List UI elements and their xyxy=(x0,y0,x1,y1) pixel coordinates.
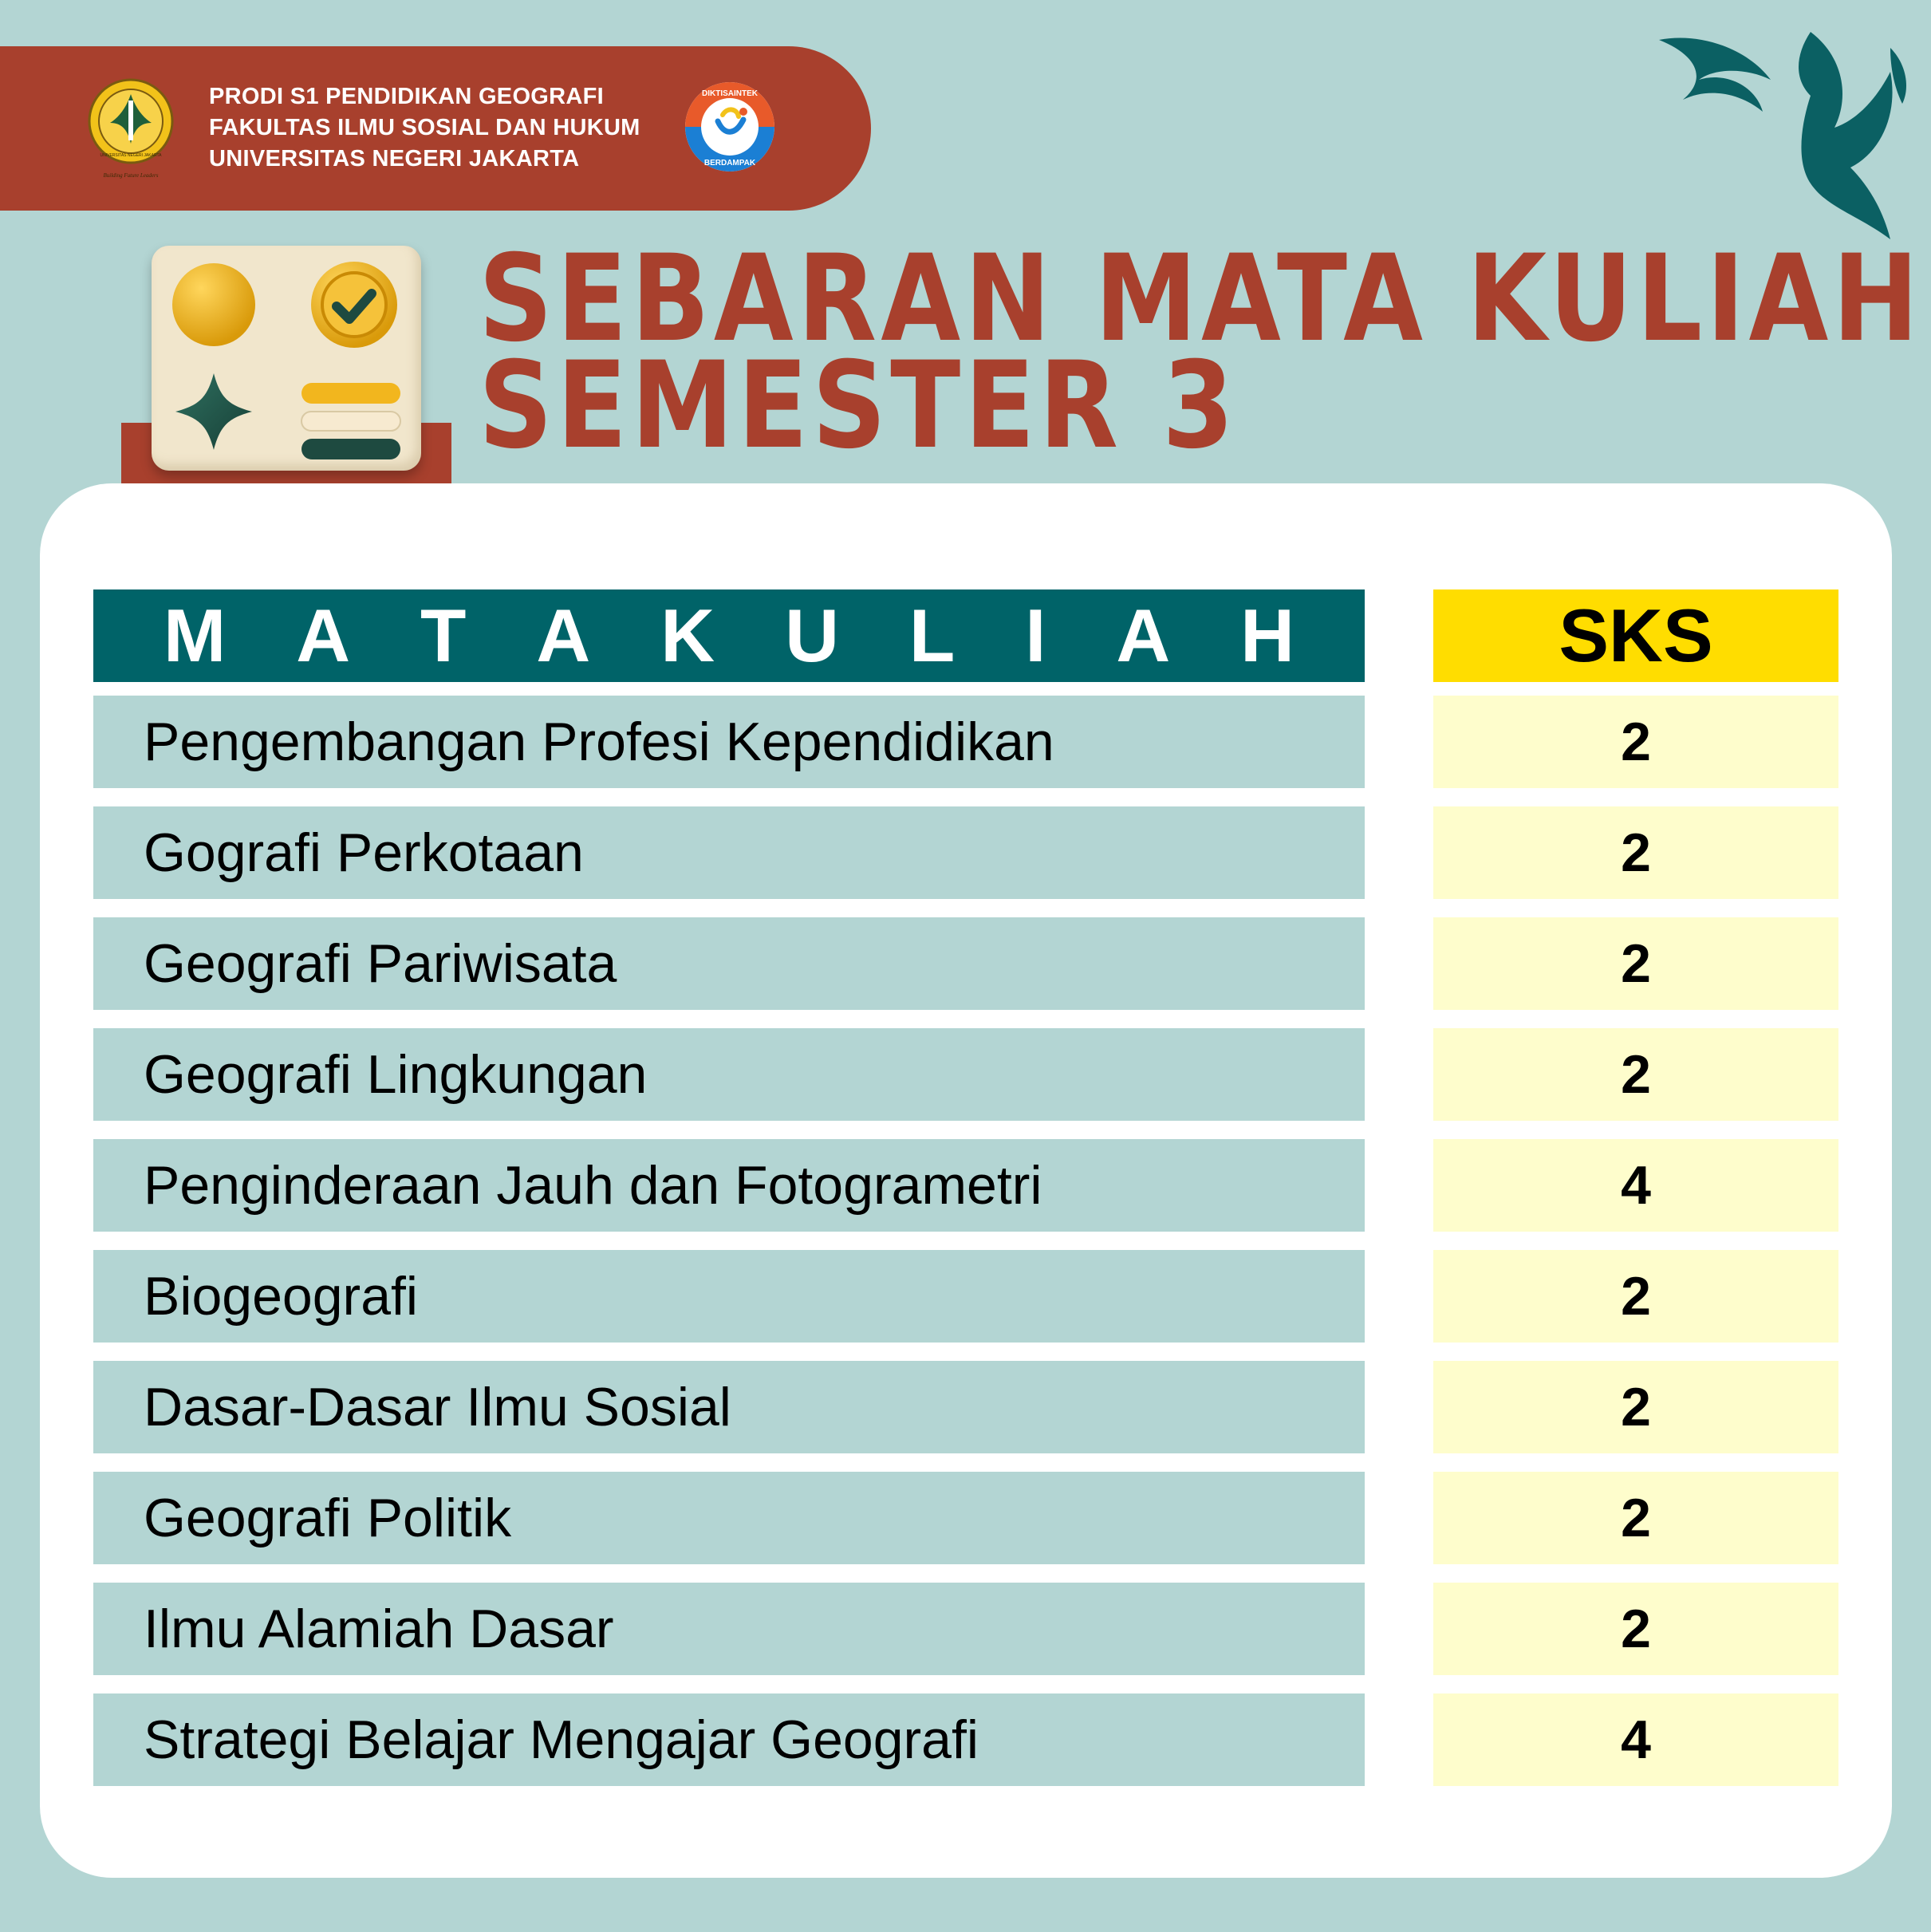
column-header-sks: SKS xyxy=(1433,589,1838,682)
course-name: Ilmu Alamiah Dasar xyxy=(93,1583,1365,1675)
course-sks: 2 xyxy=(1433,1028,1838,1121)
course-sks: 2 xyxy=(1433,696,1838,788)
unj-logo-motto: Building Future Leaders xyxy=(103,172,159,179)
table-row xyxy=(0,1698,1931,1791)
title-line-2: SEMESTER 3 xyxy=(479,337,1239,475)
table-row xyxy=(0,1366,1931,1458)
course-sks: 4 xyxy=(1433,1139,1838,1232)
course-name: Biogeografi xyxy=(93,1250,1365,1343)
course-name: Geografi Lingkungan xyxy=(93,1028,1365,1121)
course-name: Pengembangan Profesi Kependidikan xyxy=(93,696,1365,788)
header-letter: U xyxy=(785,593,839,677)
diktisaintek-top: DIKTISAINTEK xyxy=(702,89,758,98)
diktisaintek-logo xyxy=(683,80,777,174)
table-row xyxy=(0,1033,1931,1126)
header-letter: A xyxy=(296,593,351,677)
header-letter: A xyxy=(1116,593,1171,677)
table-row xyxy=(0,1477,1931,1569)
header-letter: M xyxy=(163,593,227,677)
course-name: Geografi Politik xyxy=(93,1472,1365,1564)
course-sks: 2 xyxy=(1433,806,1838,899)
diktisaintek-bottom: BERDAMPAK xyxy=(703,159,756,168)
course-name: Dasar-Dasar Ilmu Sosial xyxy=(93,1361,1365,1453)
course-sks: 4 xyxy=(1433,1693,1838,1786)
header-letter: A xyxy=(536,593,591,677)
table-row xyxy=(0,1587,1931,1680)
unj-logo xyxy=(86,77,175,182)
unj-logo-text: UNIVERSITAS NEGERI JAKARTA xyxy=(100,153,162,158)
course-sks: 2 xyxy=(1433,917,1838,1010)
table-row xyxy=(0,922,1931,1015)
header-letter: H xyxy=(1240,593,1295,677)
table-row xyxy=(0,1144,1931,1236)
institution-line-3: UNIVERSITAS NEGERI JAKARTA xyxy=(209,146,580,172)
title-line-1: SEBARAN MATA KULIAH xyxy=(479,230,1923,369)
course-sks: 2 xyxy=(1433,1472,1838,1564)
column-header-course xyxy=(93,589,1365,682)
dashboard-icon xyxy=(152,246,421,471)
course-name: Gografi Perkotaan xyxy=(93,806,1365,899)
course-name: Penginderaan Jauh dan Fotogrametri xyxy=(93,1139,1365,1232)
course-name: Strategi Belajar Mengajar Geografi xyxy=(93,1693,1365,1786)
page-title xyxy=(479,230,1923,475)
header-letter: T xyxy=(420,593,467,677)
course-sks: 2 xyxy=(1433,1250,1838,1343)
table-row xyxy=(0,700,1931,793)
header-banner xyxy=(0,46,871,211)
course-sks: 2 xyxy=(1433,1583,1838,1675)
header-letter: I xyxy=(1025,593,1046,677)
course-name: Geografi Pariwisata xyxy=(93,917,1365,1010)
table-row xyxy=(0,811,1931,904)
institution-text xyxy=(209,81,640,175)
header-letter: L xyxy=(908,593,956,677)
table-row xyxy=(0,1255,1931,1347)
ornament-icon xyxy=(1651,24,1914,247)
course-sks: 2 xyxy=(1433,1361,1838,1453)
header-letter: K xyxy=(660,593,715,677)
institution-line-2: FAKULTAS ILMU SOSIAL DAN HUKUM xyxy=(209,115,640,140)
menu-icon-tile xyxy=(152,246,421,471)
institution-line-1: PRODI S1 PENDIDIKAN GEOGRAFI xyxy=(209,84,605,109)
